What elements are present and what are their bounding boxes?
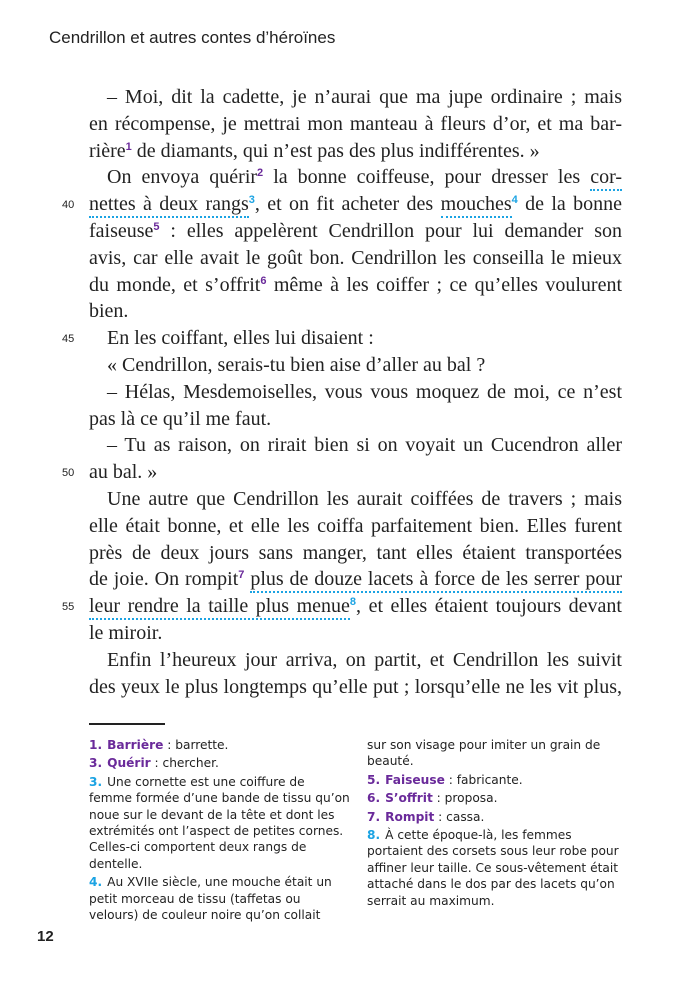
footnote-number: 8. <box>367 828 381 843</box>
footnote-ref[interactable]: 2 <box>257 167 264 180</box>
footnote-text: sur son visage pour imiter un grain de beauté. <box>367 738 601 769</box>
footnote-ref[interactable]: 8 <box>349 596 357 609</box>
footnote-text: À cette époque-là, les femmes portaient des corsets sous leur robe pour affiner leur taille. Ce sous-vêtement était attaché dans le dos par des lacets qu’on serrait au maximum. <box>367 828 619 908</box>
footnote-ref[interactable]: 3 <box>248 194 255 207</box>
text-segment: de joie. On rompit <box>89 568 239 591</box>
text-line <box>89 406 622 433</box>
text-line <box>89 620 622 647</box>
footnote-text: : chercher. <box>150 756 219 771</box>
text-segment: de diamants, qui n’est pas des plus indifférentes. » <box>131 139 540 162</box>
footnote <box>367 809 629 825</box>
footnote <box>367 827 629 909</box>
glossed-phrase: nettes à deux rangs <box>89 193 249 218</box>
line-number: 50 <box>62 467 75 480</box>
footnote <box>367 790 629 806</box>
footnote-term: Rompit <box>385 809 435 824</box>
footnote-text: Une cornette est une coiffure de femme formée d’une bande de tissu qu’on noue sur le devant de la tête et dont les extrémités ont l’aspect de petites cornes. Celles-ci comportent deux rangs de dentelle. <box>89 774 350 871</box>
text-line <box>62 325 622 352</box>
text-line <box>89 674 622 701</box>
footnote-number: 3. <box>89 756 103 771</box>
footnote <box>89 755 351 771</box>
footnotes-right-column <box>367 737 629 911</box>
text-segment: de la bonne <box>517 193 623 216</box>
text-line <box>89 272 622 299</box>
footnote-ref[interactable]: 6 <box>260 274 267 287</box>
footnote <box>367 772 629 788</box>
glossed-phrase: leur rendre la taille plus menue <box>89 595 350 620</box>
line-number: 55 <box>62 601 75 614</box>
footnote-ref[interactable]: 1 <box>125 140 132 153</box>
text-line <box>89 432 622 459</box>
text-segment: : elles appelèrent Cendrillon pour lui demander son <box>159 219 622 242</box>
page-number: 12 <box>37 928 54 945</box>
text-line <box>89 647 622 674</box>
footnote-text: : fabricante. <box>444 772 523 787</box>
text-line <box>62 593 622 620</box>
story-text <box>62 84 623 700</box>
text-segment: le miroir. <box>89 621 163 644</box>
text-segment: – Hélas, Mesdemoiselles, vous vous moquez de moi, ce n’est <box>107 380 622 403</box>
footnote-number: 4. <box>89 875 103 890</box>
glossed-phrase: plus de douze lacets à force de les serrer pour <box>250 568 622 593</box>
line-number: 40 <box>62 199 75 212</box>
text-segment: , et elles étaient toujours devant <box>356 595 622 618</box>
footnote-term: Faiseuse <box>385 772 445 787</box>
text-segment: même à les coiffer ; ce qu’elles voulurent <box>266 273 623 296</box>
glossed-phrase: mouches <box>441 193 512 218</box>
footnote-text: : proposa. <box>432 791 498 806</box>
text-segment: la bonne coiffeuse, pour dresser les <box>263 166 591 189</box>
footnote-term: Quérir <box>107 756 151 771</box>
text-segment: au bal. » <box>89 461 158 484</box>
footnote-divider <box>89 723 165 725</box>
text-line <box>89 379 622 406</box>
footnote-number: 1. <box>89 738 103 752</box>
glossed-phrase: cor- <box>590 166 622 191</box>
footnote <box>367 737 629 770</box>
text-line <box>62 191 623 218</box>
text-line <box>89 298 622 325</box>
text-segment: – Tu as raison, on rirait bien si on voyait un Cucendron aller <box>107 434 622 457</box>
footnote-text: : cassa. <box>434 809 485 824</box>
text-line <box>62 459 622 486</box>
text-segment: bien. <box>89 300 129 323</box>
footnote-number: 6. <box>367 791 381 806</box>
text-segment: rière <box>89 139 126 162</box>
footnote <box>89 874 351 923</box>
text-line <box>89 352 622 379</box>
text-segment: , et on fit acheter des <box>254 193 441 216</box>
footnote-ref[interactable]: 7 <box>238 569 245 582</box>
text-segment: près de deux jours sans manger, tant elles étaient transportées <box>89 541 622 564</box>
text-segment: Une autre que Cendrillon les aurait coiffées de travers ; mais <box>107 487 622 510</box>
footnote-term: S’offrit <box>385 791 433 806</box>
footnotes-left-column <box>89 737 351 925</box>
footnote-number: 7. <box>367 809 381 824</box>
text-line <box>89 513 622 540</box>
text-line <box>89 245 622 272</box>
footnote-ref[interactable]: 4 <box>511 194 518 207</box>
text-line <box>89 164 622 191</box>
text-segment: elle était bonne, et elle les coiffa parfaitement bien. Elles furent <box>89 514 622 537</box>
text-segment: – Moi, dit la cadette, je n’aurai que ma jupe ordinaire ; mais <box>107 86 622 108</box>
text-line <box>89 111 622 138</box>
text-segment: en récompense, je mettrai mon manteau à fleurs d’or, et ma bar- <box>89 112 622 135</box>
text-line <box>89 218 622 245</box>
footnote <box>89 774 351 872</box>
text-segment: du monde, et s’offrit <box>89 273 261 296</box>
text-segment: En les coiffant, elles lui disaient : <box>107 327 374 350</box>
line-number: 45 <box>62 333 75 346</box>
text-segment: Enfin l’heureux jour arriva, on partit, et Cendrillon les suivit <box>107 648 622 671</box>
text-segment: faiseuse <box>89 219 154 242</box>
footnote-number: 5. <box>367 772 381 787</box>
text-line <box>89 566 622 593</box>
text-line <box>89 84 622 111</box>
text-segment: avis, car elle avait le goût bon. Cendrillon les conseilla le mieux <box>89 246 622 269</box>
footnote-text: : barrette. <box>163 738 229 752</box>
footnote-number: 3. <box>89 774 103 789</box>
text-segment: « Cendrillon, serais-tu bien aise d’aller au bal ? <box>107 353 486 376</box>
text-line <box>89 138 622 165</box>
text-line <box>89 486 622 513</box>
footnote-ref[interactable]: 5 <box>153 220 160 233</box>
text-segment: pas là ce qu’il me faut. <box>89 407 272 430</box>
text-segment: des yeux le plus longtemps qu’elle put ; lorsqu’elle ne les vit plus, <box>89 675 622 698</box>
footnote <box>89 737 351 753</box>
footnote-term: Barrière <box>107 738 164 752</box>
text-segment: On envoya quérir <box>107 166 258 189</box>
text-line <box>89 540 622 567</box>
running-header: Cendrillon et autres contes d’héroïnes <box>49 28 336 47</box>
footnote-text: Au XVIIe siècle, une mouche était un petit morceau de tissu (taffetas ou velours) de couleur noire qu’on collait <box>89 875 332 923</box>
